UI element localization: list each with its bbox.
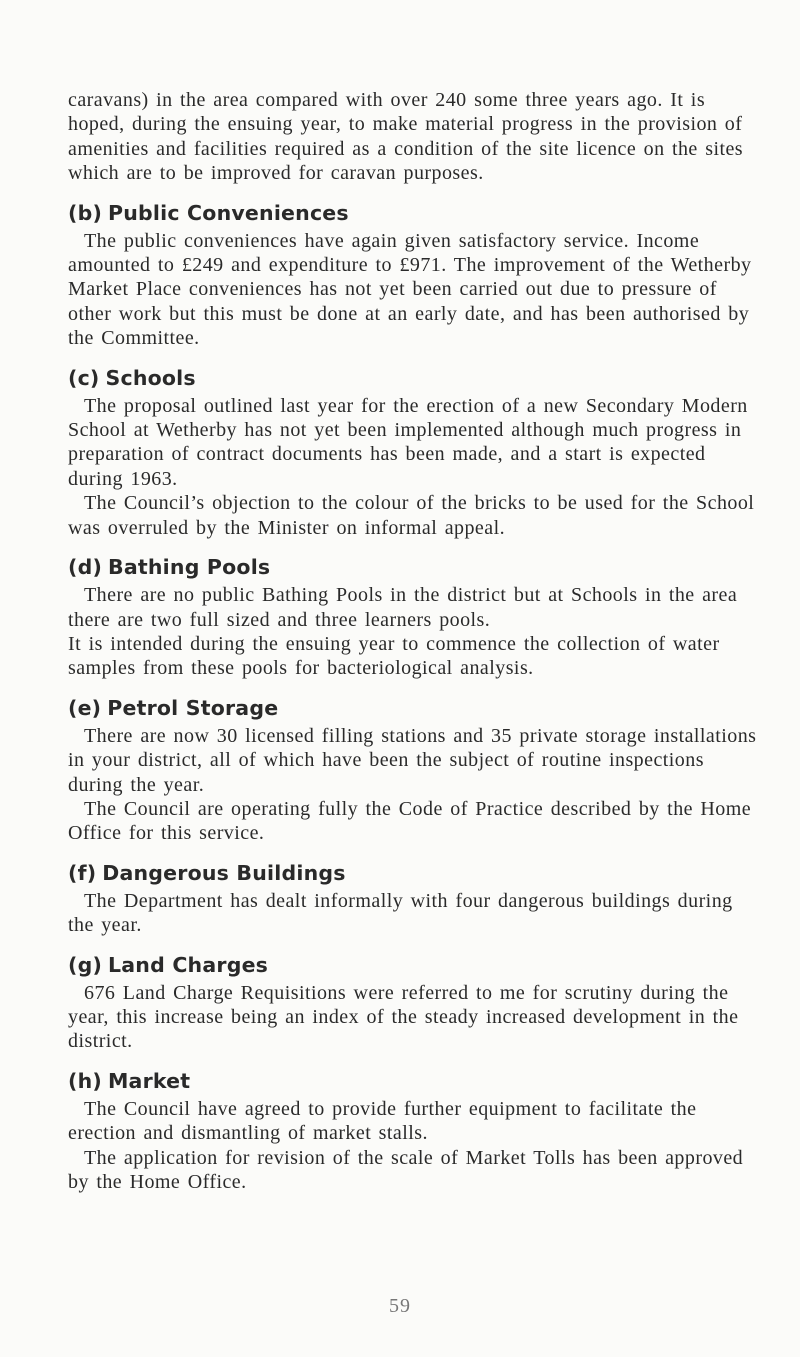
section-paragraph: The Council have agreed to provide further equipment to facilitate the erection and dismantling of market stalls. — [68, 1097, 697, 1145]
section-paragraph: There are no public Bathing Pools in the district but at Schools in the area there are two full sized and three learners pools. — [68, 584, 738, 631]
section-g-land-charges — [68, 953, 758, 1054]
section-heading — [68, 861, 758, 885]
section-h-market — [68, 1069, 758, 1195]
section-heading — [68, 366, 758, 390]
section-letter: (e) — [68, 695, 102, 720]
section-paragraph: The Council are operating fully the Code of Practice described by the Home Office for this service. — [68, 797, 752, 845]
section-title: Petrol Storage — [107, 695, 279, 720]
page-number: 59 — [389, 1295, 411, 1317]
section-heading — [68, 201, 758, 225]
intro-paragraph: caravans) in the area compared with over 240 some three years ago. It is hoped, during the ensuing year, to make material progress in the provision of amenities and facilities required as a condition of the site licence on the sites which are to be improved for caravan purposes. — [68, 89, 744, 185]
section-heading — [68, 1069, 758, 1093]
section-title: Land Charges — [108, 952, 269, 977]
section-paragraph: The application for revision of the scale of Market Tolls has been approved by the Home Office. — [68, 1146, 744, 1193]
section-heading — [68, 555, 758, 579]
section-d-bathing-pools — [68, 555, 758, 681]
section-title: Public Conveniences — [108, 200, 349, 225]
section-e-petrol-storage — [68, 696, 758, 846]
section-paragraph: 676 Land Charge Requisitions were referred to me for scrutiny during the year, this increase being an index of the steady increased development in the district. — [68, 981, 739, 1053]
section-paragraph: The public conveniences have again given satisfactory service. Income amounted to £249 and expenditure to £971. The improvement of the Wetherby Market Place conveniences has not yet been carried out due to pressure of other work but this must be done at an early date, and has been authorised by the Committee. — [68, 229, 752, 350]
section-title: Bathing Pools — [108, 555, 271, 580]
section-letter: (c) — [68, 365, 100, 390]
section-letter: (g) — [68, 952, 103, 977]
section-paragraph: The Department has dealt informally with four dangerous buildings during the year. — [68, 889, 733, 937]
section-title: Market — [107, 1068, 191, 1093]
section-heading — [68, 696, 758, 720]
section-paragraph: The Council’s objection to the colour of the bricks to be used for the School was overruled by the Minister on informal appeal. — [68, 492, 755, 539]
section-c-schools — [68, 366, 758, 540]
section-letter: (h) — [68, 1068, 102, 1093]
section-title: Schools — [105, 365, 196, 390]
section-f-dangerous-buildings — [68, 861, 758, 938]
document-page — [68, 88, 758, 1194]
section-letter: (d) — [68, 555, 103, 580]
section-heading — [68, 953, 758, 977]
section-paragraph: The proposal outlined last year for the erection of a new Secondary Modern School at Wetherby has not yet been implemented although much progress in preparation of contract documents has been made, and a start is expected during 1963. — [68, 394, 748, 490]
section-letter: (b) — [68, 200, 103, 225]
section-paragraph: It is intended during the ensuing year to commence the collection of water samples from these pools for bacteriological analysis. — [68, 632, 720, 680]
section-b-public-conveniences — [68, 201, 758, 351]
section-paragraph: There are now 30 licensed filling stations and 35 private storage installations in your district, all of which have been the subject of routine inspections during the year. — [68, 724, 757, 796]
section-title: Dangerous Buildings — [102, 860, 346, 885]
section-letter: (f) — [68, 860, 97, 885]
